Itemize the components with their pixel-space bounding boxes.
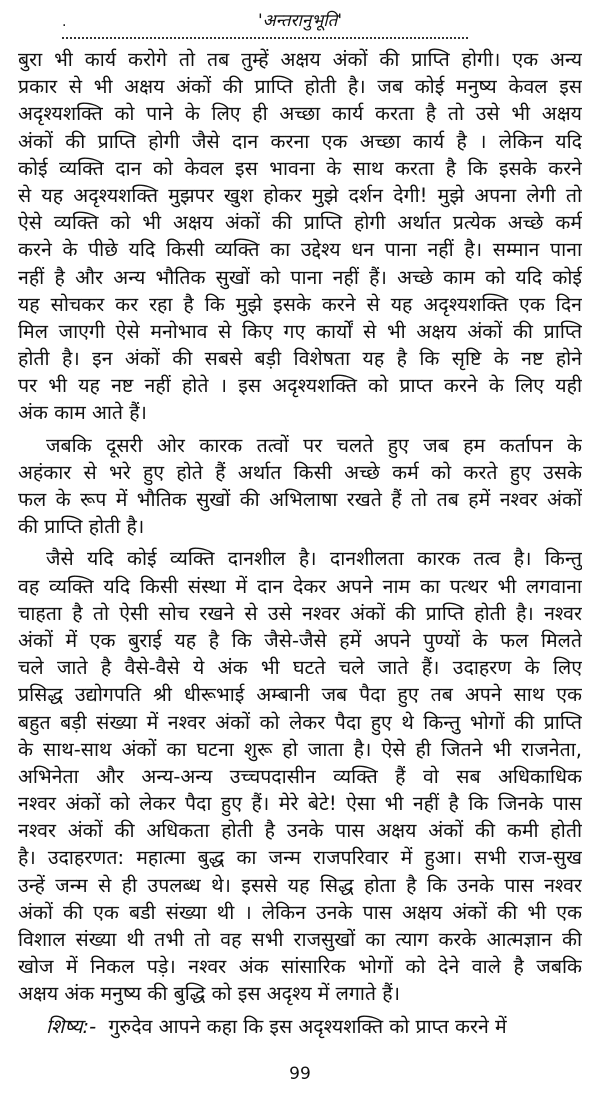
margin-mark: .	[62, 14, 67, 30]
running-title: 'अन्तरानुभूति'	[257, 11, 343, 31]
text-line: बुरा भी कार्य करोगे तो तब तुम्हें अक्षय अंकों की प्राप्ति होगी। एक अन्य	[18, 48, 582, 71]
text-line: है। उदाहरणत: महात्मा बुद्ध का जन्म राजपरिवार में हुआ। सभी राज-सुख	[18, 846, 582, 870]
text-line: करने के पीछे यदि किसी व्यक्ति का उद्देश्य धन पाना नहीं है। सम्मान पाना	[18, 238, 582, 262]
text-line: अदृश्यशक्ति को पाने के लिए ही अच्छा कार्य करता है तो उसे भी अक्षय	[18, 102, 582, 126]
text-line: मिल जाएगी ऐसे मनोभाव से किए गए कार्यों से भी अक्षय अंकों की प्राप्ति	[18, 319, 582, 343]
text-line: कोई व्यक्ति दान को केवल इस भावना के साथ करता है कि इसके करने	[18, 156, 582, 180]
text-line: फल के रूप में भौतिक सुखों की अभिलाषा रखते हैं तो तब हमें नश्वर अंकों	[18, 488, 582, 511]
text-line: जैसे यदि कोई व्यक्ति दानशील है। दानशीलता कारक तत्व है। किन्तु	[46, 547, 582, 571]
text-line: अंकों की प्राप्ति होगी जैसे दान करना एक अच्छा कार्य है । लेकिन यदि	[18, 129, 582, 153]
text-line: होती है। इन अंकों की सबसे बड़ी विशेषता यह है कि सृष्टि के नष्ट होने	[18, 347, 582, 371]
text-line: उन्हें जन्म से ही उपलब्ध थे। इससे यह सिद्ध होता है कि उनके पास नश्वर	[18, 873, 582, 897]
text-line: अंक काम आते हैं।	[18, 401, 147, 425]
text-line: खोज में निकल पड़े। नश्वर अंक सांसारिक भोगों को देने वाले है जबकि	[18, 955, 582, 979]
text-line: नश्वर अंकों की अधिकता होती है उनके पास अक्षय अंकों की कमी होती	[18, 819, 582, 843]
text-line: पर भी यह नष्ट नहीं होते । इस अदृश्यशक्ति को प्राप्त करने के लिए यही	[18, 374, 582, 398]
text-line: ऐसे व्यक्ति को भी अक्षय अंकों की प्राप्ति होगी अर्थात प्रत्येक अच्छे कर्म	[18, 211, 582, 235]
text-line: चाहता है तो ऐसी सोच रखने से उसे नश्वर अंकों की प्राप्ति होती है। नश्वर	[18, 601, 582, 625]
text-line: के साथ-साथ अंकों का घटना शुरू हो जाता है। ऐसे ही जितने भी राजनेता,	[18, 737, 582, 761]
text-line: नहीं है और अन्य भौतिक सुखों को पाना नहीं हैं। अच्छे काम को यदि कोई	[18, 265, 582, 289]
text-line: से यह अदृश्यशक्ति मुझपर खुश होकर मुझे दर्शन देगी! मुझे अपना लेगी तो	[18, 183, 582, 207]
text-line: विशाल संख्या थी तभी तो वह सभी राजसुखों का त्याग करके आत्मज्ञान की	[18, 928, 582, 951]
text-line: अहंकार से भरे हुए होते हैं अर्थात किसी अच्छे कर्म को करते हुए उसके	[18, 460, 582, 484]
text-line: की प्राप्ति होती है।	[18, 515, 145, 539]
header-divider	[62, 37, 468, 39]
dialogue-line	[18, 1013, 582, 1040]
page-body	[18, 46, 582, 1045]
text-line: वह व्यक्ति यदि किसी संस्था में दान देकर अपने नाम का पत्थर भी लगवाना	[18, 574, 582, 598]
text-line: अभिनेता और अन्य-अन्य उच्चपदासीन व्यक्ति हैं वो सब अधिकाधिक	[18, 764, 582, 788]
dialogue-paragraph	[18, 1013, 582, 1040]
text-line: बहुत बड़ी संख्या में नश्वर अंकों को लेकर पैदा हुए थे किन्तु भोगों की प्राप्ति	[18, 710, 582, 734]
text-line: चले जाते है वैसे-वैसे ये अंक भी घटते चले जाते हैं। उदाहरण के लिए	[18, 656, 582, 680]
text-line: अंकों की एक बडी संख्या थी । लेकिन उनके पास अक्षय अंकों की भी एक	[18, 900, 582, 924]
page-number: 99	[289, 1064, 311, 1084]
text-line: यह सोचकर कर रहा है कि मुझे इसके करने से यह अदृश्यशक्ति एक दिन	[18, 292, 582, 316]
text-line: अंकों में एक बुराई यह है कि जैसे-जैसे हमें अपने पुण्यों के फल मिलते	[18, 628, 582, 652]
text-line: प्रकार से भी अक्षय अंकों की प्राप्ति होती है। जब कोई मनुष्य केवल इस	[18, 75, 582, 99]
paragraph	[18, 545, 582, 1007]
dialogue-text: गुरुदेव आपने कहा कि इस अदृश्यशक्ति को प्राप्त करने में	[108, 1014, 507, 1038]
text-line: जबकि दूसरी ओर कारक तत्वों पर चलते हुए जब हम कर्तापन के	[46, 433, 582, 457]
text-line: अक्षय अंक मनुष्य की बुद्धि को इस अदृश्य में लगाते हैं।	[18, 982, 400, 1006]
paragraph	[18, 46, 582, 427]
speaker-label: शिष्य:-	[46, 1014, 97, 1038]
paragraph	[18, 432, 582, 541]
text-line: नश्वर अंकों को लेकर पैदा हुए हैं। मेरे बेटे! ऐसा भी नहीं है कि जिनके पास	[18, 792, 582, 816]
text-line: प्रसिद्ध उद्योगपति श्री धीरूभाई अम्बानी जब पैदा हुए तब अपने साथ एक	[18, 683, 582, 707]
